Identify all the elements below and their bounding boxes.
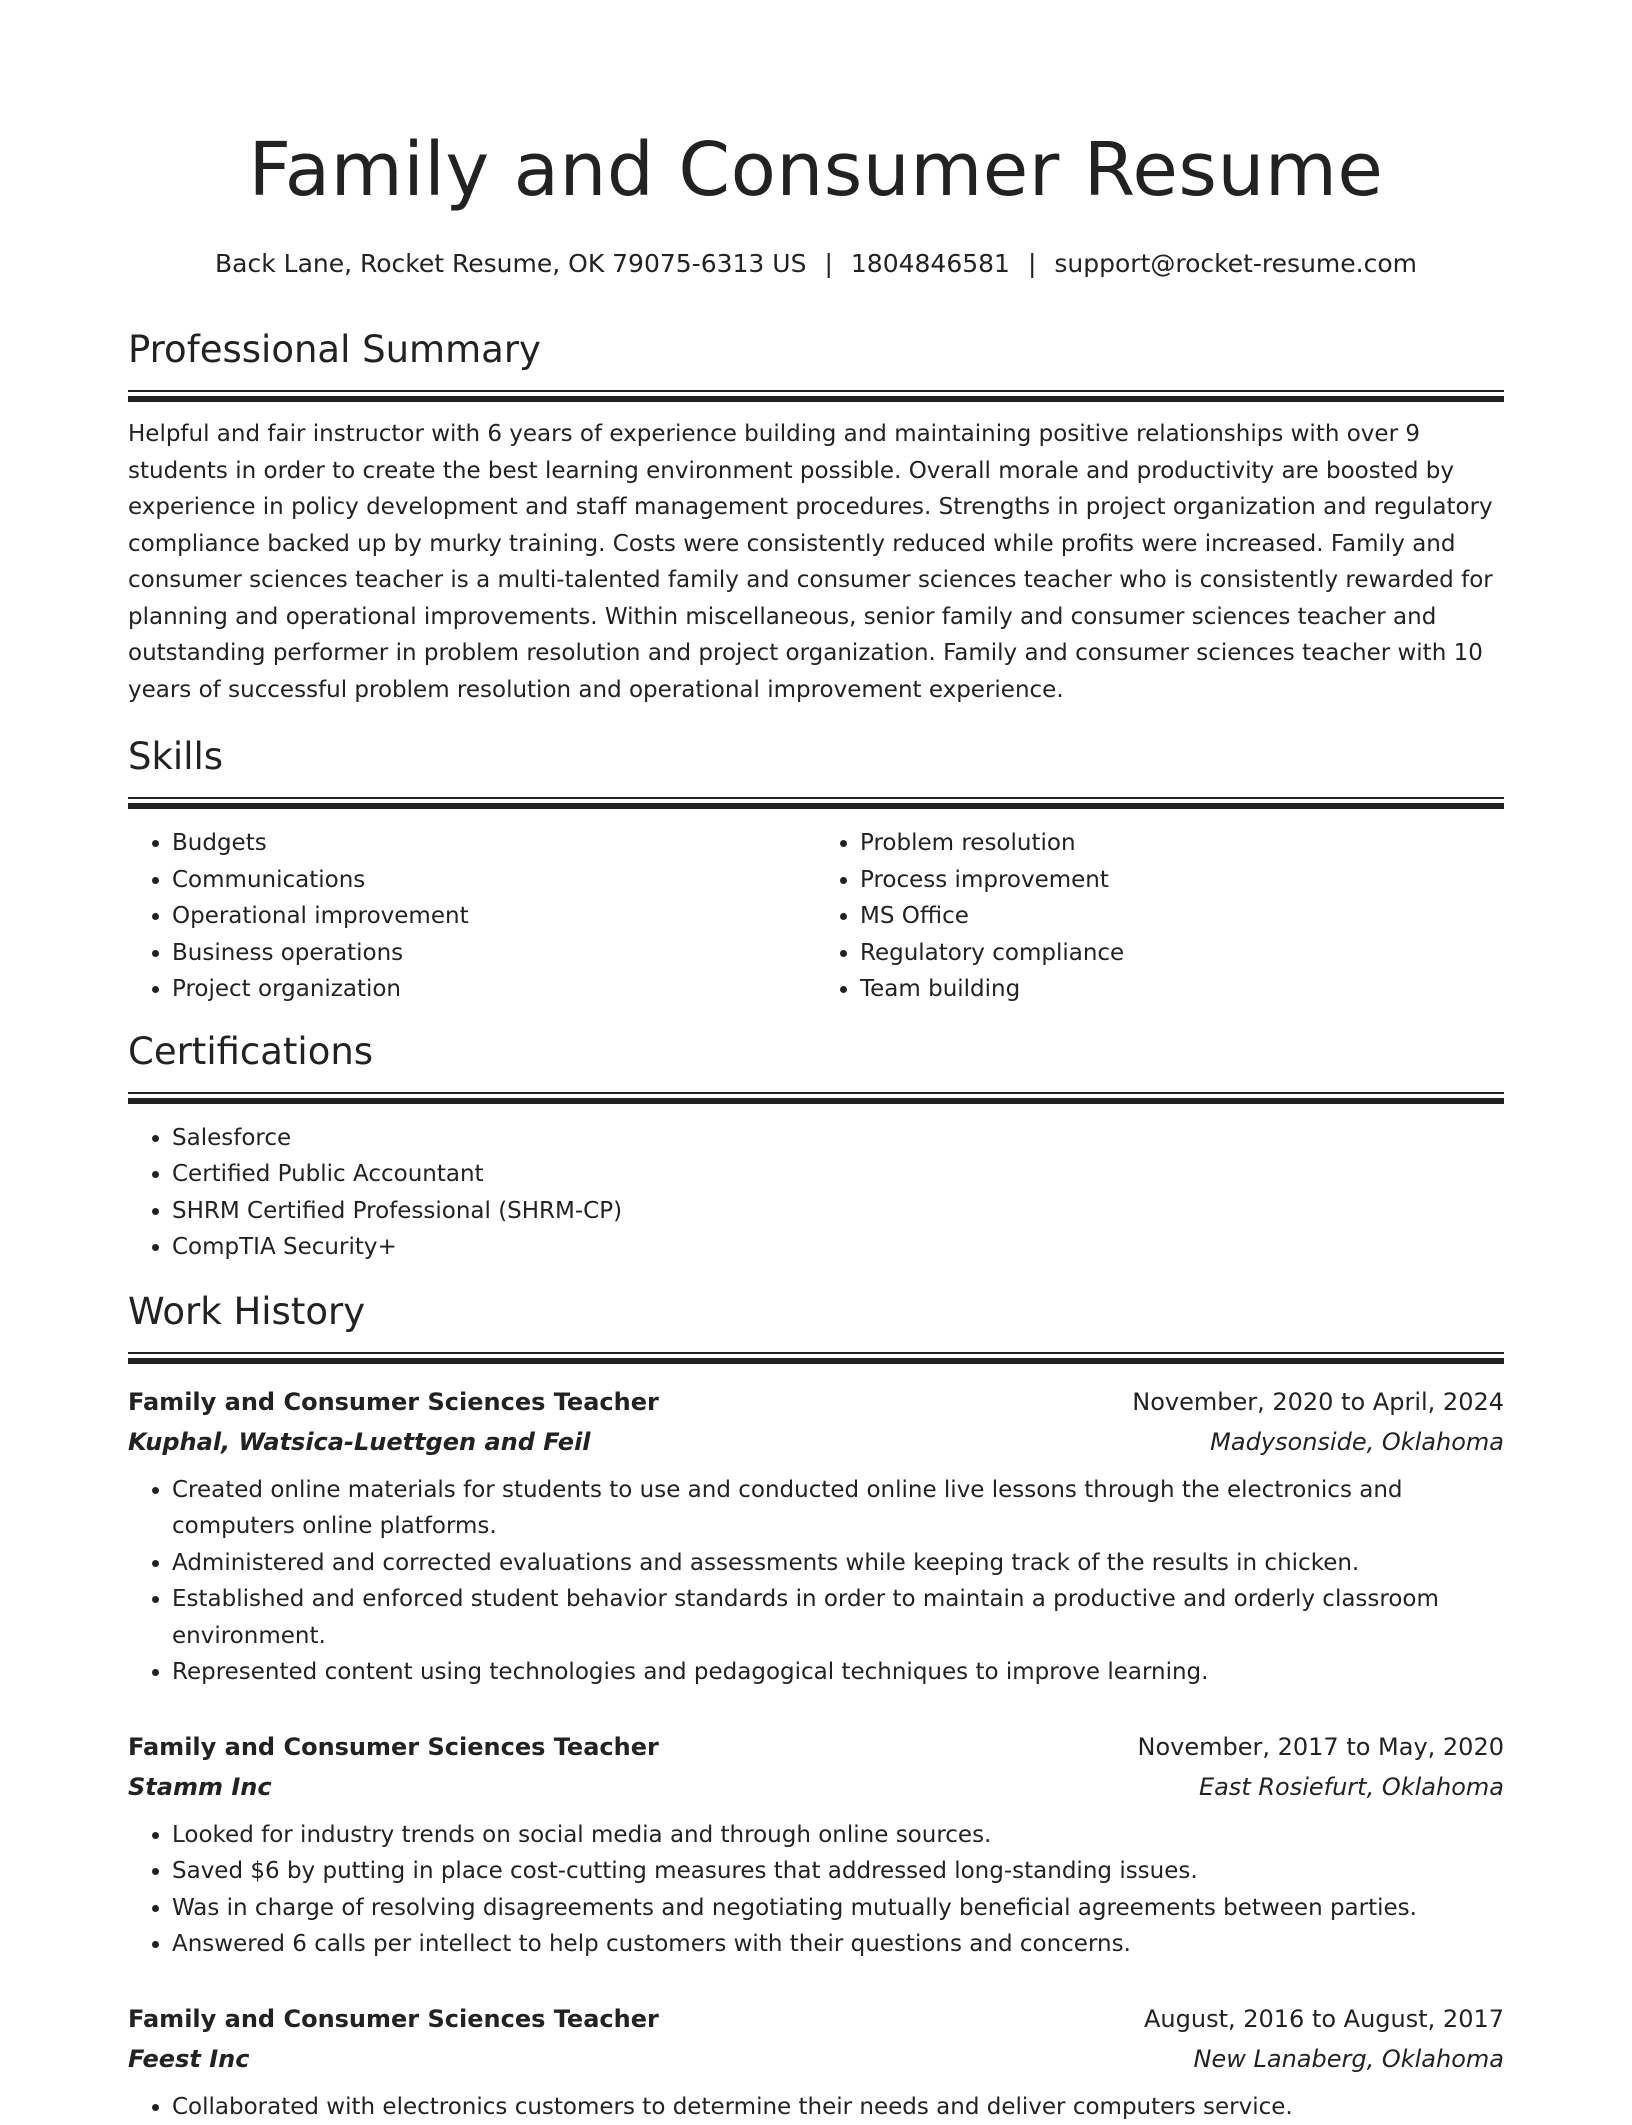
skill-item: • Problem resolution bbox=[860, 825, 1504, 862]
job-location: East Rosiefurt, Oklahoma bbox=[1199, 1767, 1504, 1807]
job-title: Family and Consumer Sciences Teacher bbox=[128, 1727, 659, 1767]
section-title-summary: Professional Summary bbox=[128, 324, 1504, 376]
skill-item: • Project organization bbox=[172, 971, 816, 1008]
job-bullets bbox=[128, 1817, 1504, 1963]
job-subheader bbox=[128, 1422, 1504, 1462]
job-bullet: • Looked for industry trends on social media and through online sources. bbox=[172, 1817, 1504, 1854]
section-divider bbox=[128, 1352, 1504, 1364]
skill-item: • Budgets bbox=[172, 825, 816, 862]
job-entry bbox=[128, 1382, 1504, 1691]
job-bullet: • Was in charge of resolving disagreements and negotiating mutually beneficial agreements between parties. bbox=[172, 1890, 1504, 1927]
contact-separator: | bbox=[824, 246, 832, 282]
job-entry bbox=[128, 1999, 1504, 2125]
job-entry bbox=[128, 1727, 1504, 1963]
section-title-skills: Skills bbox=[128, 731, 1504, 783]
certifications-list bbox=[128, 1120, 1504, 1266]
contact-address: Back Lane, Rocket Resume, OK 79075-6313 US bbox=[215, 249, 806, 278]
job-bullet: • Established and enforced student behavior standards in order to maintain a productive and orderly classroom environment. bbox=[172, 1581, 1504, 1654]
job-title: Family and Consumer Sciences Teacher bbox=[128, 1382, 659, 1422]
resume-title: Family and Consumer Resume bbox=[128, 0, 1504, 222]
section-divider bbox=[128, 1092, 1504, 1104]
job-bullet: • Saved $6 by putting in place cost-cutting measures that addressed long-standing issues. bbox=[172, 1853, 1504, 1890]
job-bullets bbox=[128, 2089, 1504, 2125]
job-dates: August, 2016 to August, 2017 bbox=[1144, 1999, 1504, 2039]
certification-item: • CompTIA Security+ bbox=[172, 1229, 1504, 1266]
skill-item: • Regulatory compliance bbox=[860, 935, 1504, 972]
job-bullets bbox=[128, 1472, 1504, 1691]
skill-item: • Process improvement bbox=[860, 862, 1504, 899]
certification-item: • SHRM Certified Professional (SHRM-CP) bbox=[172, 1193, 1504, 1230]
certification-item: • Salesforce bbox=[172, 1120, 1504, 1157]
job-subheader bbox=[128, 2039, 1504, 2079]
skill-item: • Team building bbox=[860, 971, 1504, 1008]
job-location: Madysonside, Oklahoma bbox=[1210, 1422, 1504, 1462]
skill-item: • Business operations bbox=[172, 935, 816, 972]
job-header bbox=[128, 1999, 1504, 2039]
job-header bbox=[128, 1382, 1504, 1422]
section-divider bbox=[128, 797, 1504, 809]
certification-item: • Certified Public Accountant bbox=[172, 1156, 1504, 1193]
job-header bbox=[128, 1727, 1504, 1767]
job-title: Family and Consumer Sciences Teacher bbox=[128, 1999, 659, 2039]
job-dates: November, 2020 to April, 2024 bbox=[1132, 1382, 1504, 1422]
job-location: New Lanaberg, Oklahoma bbox=[1194, 2039, 1504, 2079]
skill-item: • Operational improvement bbox=[172, 898, 816, 935]
section-title-certifications: Certifications bbox=[128, 1026, 1504, 1078]
job-bullet: • Administered and corrected evaluations and assessments while keeping track of the results in chicken. bbox=[172, 1545, 1504, 1582]
skills-list bbox=[128, 825, 1504, 1008]
job-subheader bbox=[128, 1767, 1504, 1807]
job-bullet: • Answered 6 calls per intellect to help customers with their questions and concerns. bbox=[172, 1926, 1504, 1963]
summary-text: Helpful and fair instructor with 6 years of experience building and maintaining positive relationships with over 9 students in order to create the best learning environment possible. Overall morale and productivity are boosted by experience in policy development and staff management procedures. Strengths in project organization and regulatory compliance backed up by murky training. Costs were consistently reduced while profits were increased. Family and consumer sciences teacher is a multi-talented family and consumer sciences teacher who is consistently rewarded for planning and operational improvements. Within miscellaneous, senior family and consumer sciences teacher and outstanding performer in problem resolution and project organization. Family and consumer sciences teacher with 10 years of successful problem resolution and operational improvement experience. bbox=[128, 416, 1504, 708]
skills-column-left bbox=[128, 825, 816, 1008]
contact-phone: 1804846581 bbox=[851, 249, 1010, 278]
job-company: Stamm Inc bbox=[128, 1767, 272, 1807]
section-title-work-history: Work History bbox=[128, 1286, 1504, 1338]
skill-item: • MS Office bbox=[860, 898, 1504, 935]
job-bullet: • Collaborated with electronics customers to determine their needs and deliver computers service. bbox=[172, 2089, 1504, 2125]
job-dates: November, 2017 to May, 2020 bbox=[1138, 1727, 1505, 1767]
contact-separator: | bbox=[1028, 246, 1036, 282]
contact-email: support@rocket-resume.com bbox=[1054, 249, 1417, 278]
job-bullet: • Created online materials for students to use and conducted online live lessons through the electronics and computers online platforms. bbox=[172, 1472, 1504, 1545]
skill-item: • Communications bbox=[172, 862, 816, 899]
job-company: Kuphal, Watsica-Luettgen and Feil bbox=[128, 1422, 591, 1462]
contact-line bbox=[128, 246, 1504, 282]
job-company: Feest Inc bbox=[128, 2039, 249, 2079]
skills-column-right bbox=[816, 825, 1504, 1008]
section-divider bbox=[128, 390, 1504, 402]
job-bullet: • Represented content using technologies and pedagogical techniques to improve learning. bbox=[172, 1654, 1504, 1691]
